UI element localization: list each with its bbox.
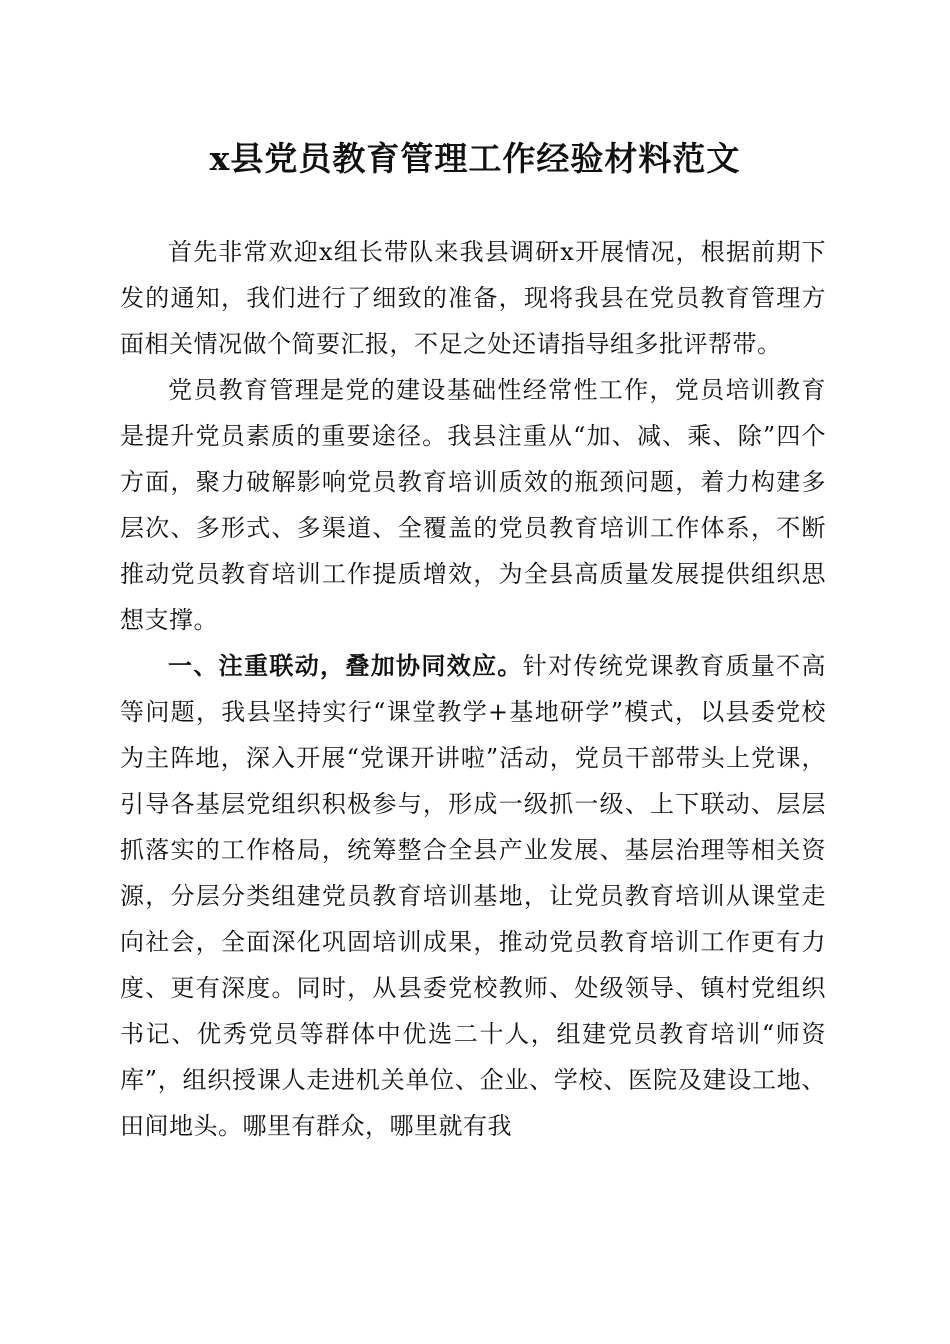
paragraph-text: 首先非常欢迎x组长带队来我县调研x开展情况，根据前期下发的通知，我们进行了细致的准备，现将我县在党员教育管理方面相关情况做个简要汇报，不足之处还请指导组多批评帮带。 — [120, 238, 826, 358]
paragraph-text: 针对传统党课教育质量不高等问题，我县坚持实行“课堂教学+基地研学”模式，以县委党校为主阵地，深入开展“党课开讲啦”活动，党员干部带头上党课，引导各基层党组织积极参与，形成一级抓一级、上下联动、层层抓落实的工作格局，统筹整合全县产业发展、基层治理等相关资源，分层分类组建党员教育培训基地，让党员教育培训从课堂走向社会，全面深化巩固培训成果，推动党员教育培训工作更有力度、更有深度。同时，从县委党校教师、处级领导、镇村党组织书记、优秀党员等群体中优选二十人，组建党员教育培训“师资库”，组织授课人走进机关单位、企业、学校、医院及建设工地、田间地头。哪里有群众，哪里就有我 — [120, 652, 827, 1140]
paragraph-overview — [120, 367, 826, 643]
document-title: x县党员教育管理工作经验材料范文 — [209, 139, 741, 178]
paragraph-text: 党员教育管理是党的建设基础性经常性工作，党员培训教育是提升党员素质的重要途径。我县注重从“加、减、乘、除”四个方面，聚力破解影响党员教育培训质效的瓶颈问题，着力构建多层次、多形式、多渠道、全覆盖的党员教育培训工作体系，不断推动党员教育培训工作提质增效，为全县高质量发展提供组织思想支撑。 — [120, 376, 826, 634]
document-body — [120, 229, 826, 1149]
paragraph-section-one — [120, 643, 826, 1149]
section-heading: 一、注重联动，叠加协同效应。 — [168, 651, 523, 680]
paragraph-intro — [120, 229, 826, 367]
